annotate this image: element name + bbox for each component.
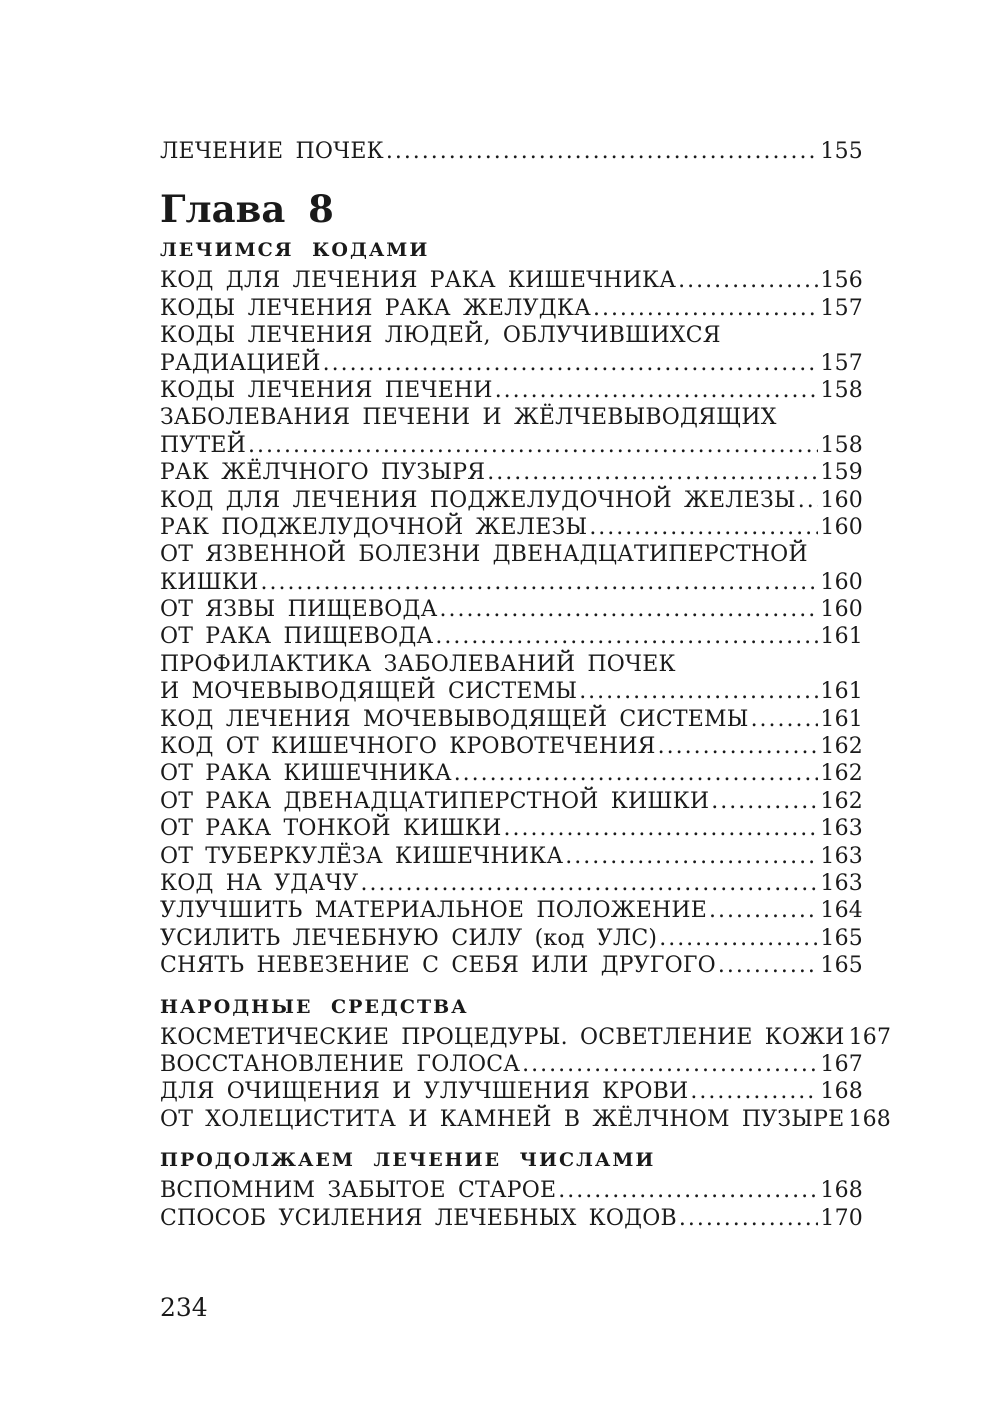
toc-entry (160, 733, 863, 760)
dot-leader (386, 138, 819, 165)
toc-entry (160, 1051, 863, 1078)
toc-entry (160, 678, 863, 705)
toc-entry-page: 165 (820, 925, 863, 951)
dot-leader (522, 1051, 818, 1078)
dot-leader (690, 1078, 818, 1105)
toc-entry-title: РАДИАЦИЕЙ (160, 350, 321, 376)
toc-entry-page: 168 (820, 1178, 863, 1204)
toc-entry-title: КОДЫ ЛЕЧЕНИЯ РАКА ЖЕЛУДКА (160, 295, 591, 321)
toc-entry (160, 843, 863, 870)
toc-entry-title: ОТ ТУБЕРКУЛЁЗА КИШЕЧНИКА (160, 843, 564, 869)
section-heading: ПРОДОЛЖАЕМ ЛЕЧЕНИЕ ЧИСЛАМИ (160, 1149, 656, 1172)
toc-entry-page: 158 (820, 377, 863, 403)
dot-leader (361, 870, 819, 897)
toc-entry-title: ПУТЕЙ (160, 432, 247, 458)
toc-entry-page: 160 (820, 569, 863, 595)
toc-entry-page: 163 (820, 870, 863, 896)
toc-entry-title: КОД ЛЕЧЕНИЯ МОЧЕВЫВОДЯЩЕЙ СИСТЕМЫ (160, 706, 749, 732)
toc-entry-page: 160 (820, 514, 863, 540)
toc-entry-title: И МОЧЕВЫВОДЯЩЕЙ СИСТЕМЫ (160, 679, 578, 705)
toc-entry-title: КИШКИ (160, 569, 259, 595)
dot-leader (659, 925, 818, 952)
toc-entry (160, 1024, 892, 1051)
toc-entry-page: 161 (820, 679, 863, 705)
toc-entry (160, 952, 863, 979)
dot-leader (579, 678, 818, 705)
dot-leader (439, 596, 818, 623)
toc-entry-title: ДЛЯ ОЧИЩЕНИЯ И УЛУЧШЕНИЯ КРОВИ (160, 1079, 689, 1105)
page-number: 234 (160, 1293, 208, 1322)
toc-entry-title: КОСМЕТИЧЕСКИЕ ПРОЦЕДУРЫ. ОСВЕТЛЕНИЕ КОЖИ (160, 1024, 845, 1050)
toc-entry-title: ОТ РАКА ДВЕНАДЦАТИПЕРСТНОЙ КИШКИ (160, 788, 710, 814)
toc-entry-title: ВСПОМНИМ ЗАБЫТОЕ СТАРОЕ (160, 1178, 557, 1204)
toc-entry-page: 160 (820, 597, 863, 623)
toc-entry (160, 432, 863, 459)
toc-entry-title-line: ПРОФИЛАКТИКА ЗАБОЛЕВАНИЙ ПОЧЕК (160, 651, 676, 677)
toc-entry-page: 162 (820, 788, 863, 814)
toc-entry (160, 350, 863, 377)
toc-entry (160, 1106, 891, 1133)
dot-leader (261, 569, 819, 596)
toc-entry (160, 514, 863, 541)
dot-leader (454, 760, 819, 787)
toc-entry-title: КОД НА УДАЧУ (160, 870, 359, 896)
dot-leader (558, 1177, 818, 1204)
dot-leader (565, 843, 818, 870)
toc-entry-title: ОТ РАКА КИШЕЧНИКА (160, 761, 452, 787)
toc-entry-title: КОД ДЛЯ ЛЕЧЕНИЯ ПОДЖЕЛУДОЧНОЙ ЖЕЛЕЗЫ (160, 487, 796, 513)
toc-page (160, 138, 892, 1232)
toc-entry-title: ЛЕЧЕНИЕ ПОЧЕК (160, 139, 384, 164)
dot-leader (711, 788, 818, 815)
toc-entry-page: 155 (820, 139, 863, 164)
toc-entry-title: УСИЛИТЬ ЛЕЧЕБНУЮ СИЛУ (код УЛС) (160, 925, 658, 951)
toc-entry-title-line: КОДЫ ЛЕЧЕНИЯ ЛЮДЕЙ, ОБЛУЧИВШИХСЯ (160, 323, 721, 349)
dot-leader (248, 432, 818, 459)
toc-entry-title: РАК ПОДЖЕЛУДОЧНОЙ ЖЕЛЕЗЫ (160, 514, 588, 540)
toc-entry-title: КОД ДЛЯ ЛЕЧЕНИЯ РАКА КИШЕЧНИКА (160, 268, 677, 294)
toc-entry (160, 925, 863, 952)
toc-entry-page: 163 (820, 843, 863, 869)
toc-entry-page: 160 (820, 487, 863, 513)
toc-entry-title: СНЯТЬ НЕВЕЗЕНИЕ С СЕБЯ ИЛИ ДРУГОГО (160, 953, 716, 979)
toc-entry-page: 170 (820, 1205, 863, 1231)
dot-leader (593, 295, 818, 322)
toc-entry-page: 168 (848, 1106, 891, 1132)
dot-leader (487, 459, 818, 486)
dot-leader (709, 897, 818, 924)
dot-leader (798, 487, 819, 514)
toc-entry-page: 161 (820, 624, 863, 650)
dot-leader (495, 377, 819, 404)
toc-entry-title: ОТ ЯЗВЫ ПИЩЕВОДА (160, 597, 438, 623)
toc-entry-title: РАК ЖЁЛЧНОГО ПУЗЫРЯ (160, 460, 486, 486)
toc-entry-page: 162 (820, 761, 863, 787)
toc-entry-page: 164 (820, 898, 863, 924)
toc-entry-title: КОДЫ ЛЕЧЕНИЯ ПЕЧЕНИ (160, 377, 493, 403)
toc-entry-page: 159 (820, 460, 863, 486)
dot-leader (751, 706, 819, 733)
toc-entry (160, 623, 863, 650)
chapter-heading: Глава 8 (160, 187, 334, 232)
section-heading: ЛЕЧИМСЯ КОДАМИ (160, 239, 430, 262)
toc-entry (160, 788, 863, 815)
dot-leader (323, 350, 819, 377)
toc-entry-title: КОД ОТ КИШЕЧНОГО КРОВОТЕЧЕНИЯ (160, 734, 656, 760)
section-heading: НАРОДНЫЕ СРЕДСТВА (160, 995, 469, 1018)
dot-leader (679, 1205, 819, 1232)
toc-entry (160, 1205, 863, 1232)
toc-entry (160, 1177, 863, 1204)
toc-entry-title: ОТ ХОЛЕЦИСТИТА И КАМНЕЙ В ЖЁЛЧНОМ ПУЗЫРЕ (160, 1106, 845, 1132)
toc-entry-page: 167 (848, 1024, 892, 1050)
toc-entry (160, 760, 863, 787)
toc-entry (160, 295, 863, 322)
toc-entry-title: ОТ РАКА ПИЩЕВОДА (160, 624, 434, 650)
toc-entry-title: СПОСОБ УСИЛЕНИЯ ЛЕЧЕБНЫХ КОДОВ (160, 1205, 677, 1231)
toc-entry-title: УЛУЧШИТЬ МАТЕРИАЛЬНОЕ ПОЛОЖЕНИЕ (160, 898, 707, 924)
toc-entry-page: 167 (820, 1051, 863, 1077)
toc-entry (160, 267, 863, 294)
toc-entry (160, 706, 863, 733)
toc-entry-page: 168 (820, 1079, 863, 1105)
toc-entry-page: 163 (820, 816, 863, 842)
toc-sections (160, 235, 892, 1232)
toc-entry-page: 165 (820, 953, 863, 979)
toc-entry (160, 1078, 863, 1105)
toc-entry (160, 377, 863, 404)
toc-entry-title: ВОССТАНОВЛЕНИЕ ГОЛОСА (160, 1051, 521, 1077)
toc-entry (160, 596, 863, 623)
toc-entry (160, 459, 863, 486)
toc-entry (160, 138, 863, 165)
toc-entry-page: 156 (820, 268, 863, 294)
dot-leader (718, 952, 819, 979)
toc-entry (160, 815, 863, 842)
toc-entry-title-line: ОТ ЯЗВЕННОЙ БОЛЕЗНИ ДВЕНАДЦАТИПЕРСТНОЙ (160, 542, 808, 568)
toc-entry-title: ОТ РАКА ТОНКОЙ КИШКИ (160, 816, 502, 842)
toc-entry-page: 158 (820, 432, 863, 458)
toc-entry-page: 157 (820, 350, 863, 376)
toc-entry-page: 162 (820, 734, 863, 760)
toc-entry (160, 569, 863, 596)
toc-entry-page: 161 (820, 706, 863, 732)
dot-leader (504, 815, 819, 842)
dot-leader (435, 623, 818, 650)
toc-entry (160, 870, 863, 897)
toc-entry (160, 897, 863, 924)
dot-leader (589, 514, 818, 541)
dot-leader (658, 733, 819, 760)
toc-entry (160, 487, 863, 514)
toc-entry-page: 157 (820, 295, 863, 321)
dot-leader (678, 267, 818, 294)
toc-entry-title-line: ЗАБОЛЕВАНИЯ ПЕЧЕНИ И ЖЁЛЧЕВЫВОДЯЩИХ (160, 405, 777, 431)
